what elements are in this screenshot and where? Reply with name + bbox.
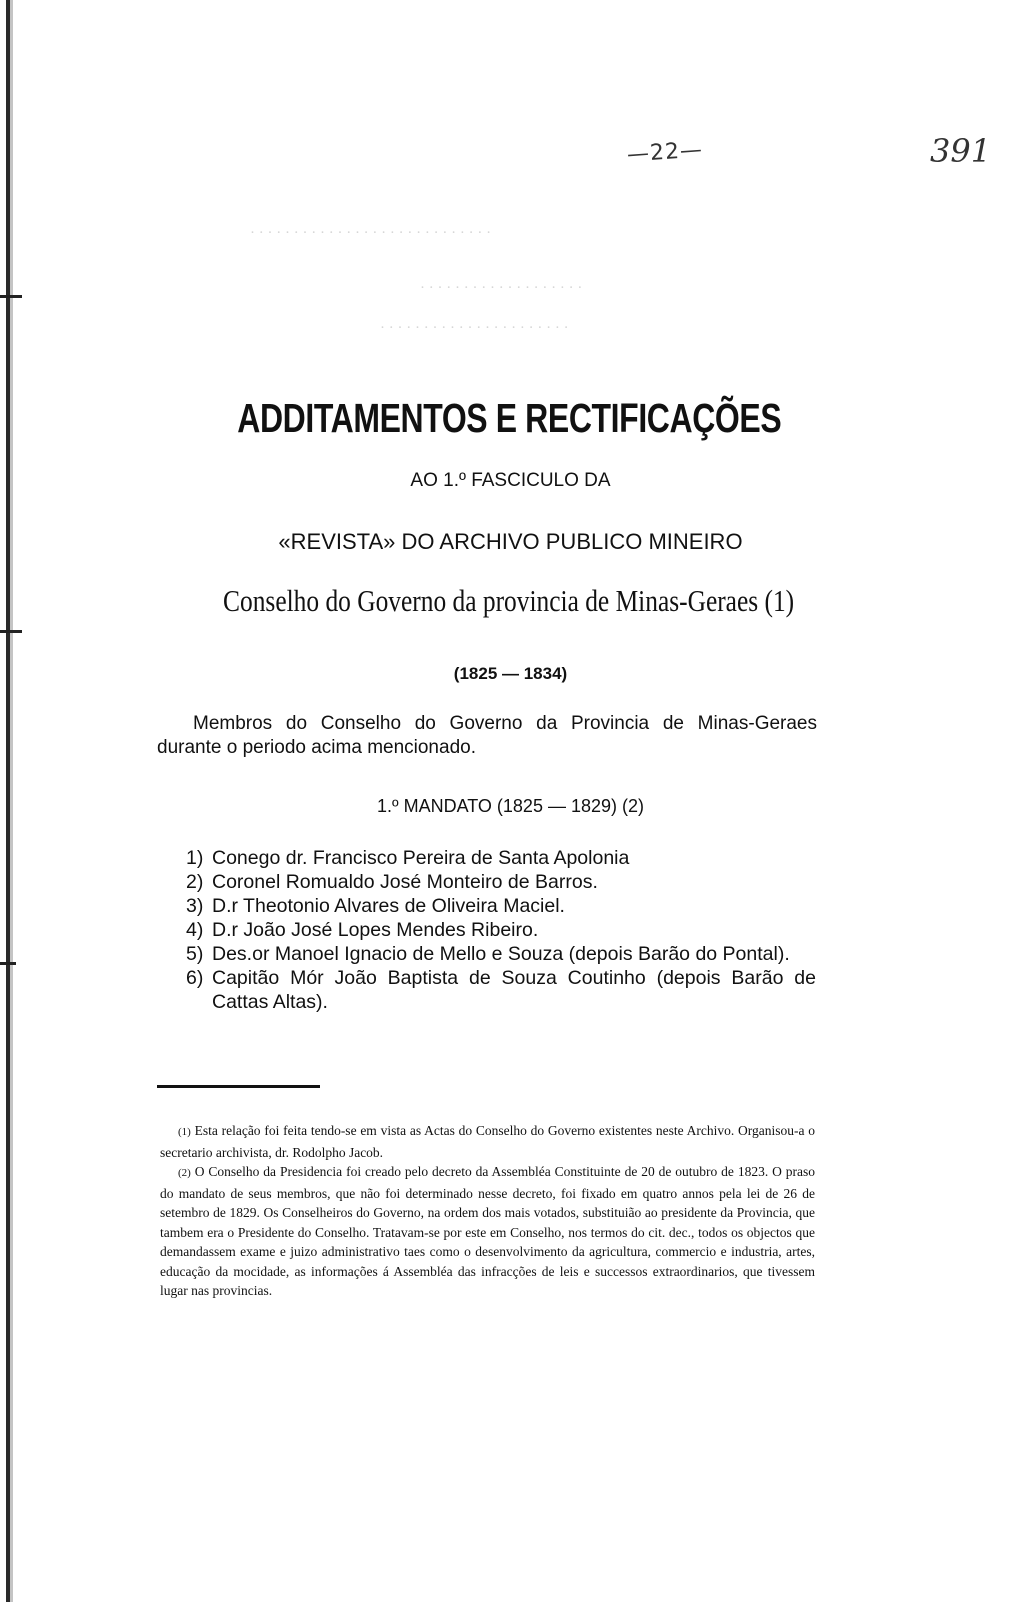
list-item-text: Des.or Manoel Ignacio de Mello e Souza (depois Barão do Pontal). [212, 943, 790, 965]
intro-paragraph: Membros do Conselho do Governo da Provincia de Minas-Geraes durante o periodo acima mencionado. [157, 713, 817, 758]
section-heading: Conselho do Governo da provincia de Minas-Geraes (1) [223, 583, 795, 618]
list-item-number: 4) [186, 919, 204, 941]
list-item [186, 870, 816, 894]
footnote [160, 1121, 815, 1162]
list-item-text: Conego dr. Francisco Pereira de Santa Apolonia [212, 847, 630, 869]
list-item [186, 918, 816, 942]
mandate-heading: 1.º MANDATO (1825 — 1829) (2) [376, 796, 644, 816]
list-item-number: 3) [186, 895, 204, 917]
subtitle-revista: «REVISTA» DO ARCHIVO PUBLICO MINEIRO [278, 529, 743, 554]
footnote [160, 1162, 815, 1301]
list-item-number: 1) [186, 847, 204, 869]
list-item-text: D.r João José Lopes Mendes Ribeiro. [212, 919, 539, 941]
list-item-number: 2) [186, 871, 204, 893]
footnote-text: O Conselho da Presidencia foi creado pelo decreto da Assembléa Constituinte de 20 de outubro de 1823. O praso do mandato de seus membros, que não foi determinado nesse decreto, foi fixado em quatro annos pela lei de 26 de setembro de 1829. Os Conselheiros do Governo, na ordem dos mais votados, substituião ao presidente da Provincia, que tambem era o Presidente do Conselho. Tratavam-se por este em Conselho, nos termos do cit. dec., todos os objectos que demandassem exame e juizo administrativo taes como o desenvolvimento da agricultura, commercio e industria, artes, educação da mocidade, as informações á Assembléa das infracções de leis e successos extraordinarios, que tivessem lugar nas provincias. [160, 1164, 815, 1298]
subtitle-fasciculo: AO 1.º FASCICULO DA [410, 470, 611, 491]
footnote-text: Esta relação foi feita tendo-se em vista as Actas do Conselho do Governo existentes neste Archivo. Organisou-a o secretario archivista, dr. Rodolpho Jacob. [160, 1123, 815, 1160]
list-item [186, 846, 816, 870]
handwritten-page-number: 391 [930, 132, 992, 170]
footnote-divider [157, 1085, 320, 1088]
page-stamp: —22— [626, 137, 704, 168]
footnote-mark: (2) [178, 1167, 191, 1179]
list-item-text: Capitão Mór João Baptista de Souza Coutinho (depois Barão de Cattas Altas). [212, 967, 816, 1013]
footnote-mark: (1) [178, 1126, 191, 1138]
bleed-through: · · · · · · · · · · · · · · · · · · · · · · · · · · · · [250, 225, 492, 241]
list-item [186, 894, 816, 918]
list-item-number: 5) [186, 943, 204, 965]
page-title: ADDITAMENTOS E RECTIFICAÇÕES [237, 395, 782, 441]
list-item-number: 6) [186, 967, 204, 989]
bleed-through: · · · · · · · · · · · · · · · · · · · · · · [380, 320, 569, 336]
list-item [186, 942, 816, 966]
footnotes [160, 1121, 815, 1301]
bleed-through: · · · · · · · · · · · · · · · · · · · [420, 280, 583, 296]
years-range: (1825 — 1834) [453, 664, 568, 683]
list-item-text: D.r Theotonio Alvares de Oliveira Maciel. [212, 895, 565, 917]
list-item-text: Coronel Romualdo José Monteiro de Barros. [212, 871, 598, 893]
margin-tick [0, 962, 16, 965]
list-item [186, 966, 816, 1014]
members-list [186, 846, 816, 1014]
margin-tick [0, 295, 22, 298]
margin-tick [0, 630, 22, 633]
